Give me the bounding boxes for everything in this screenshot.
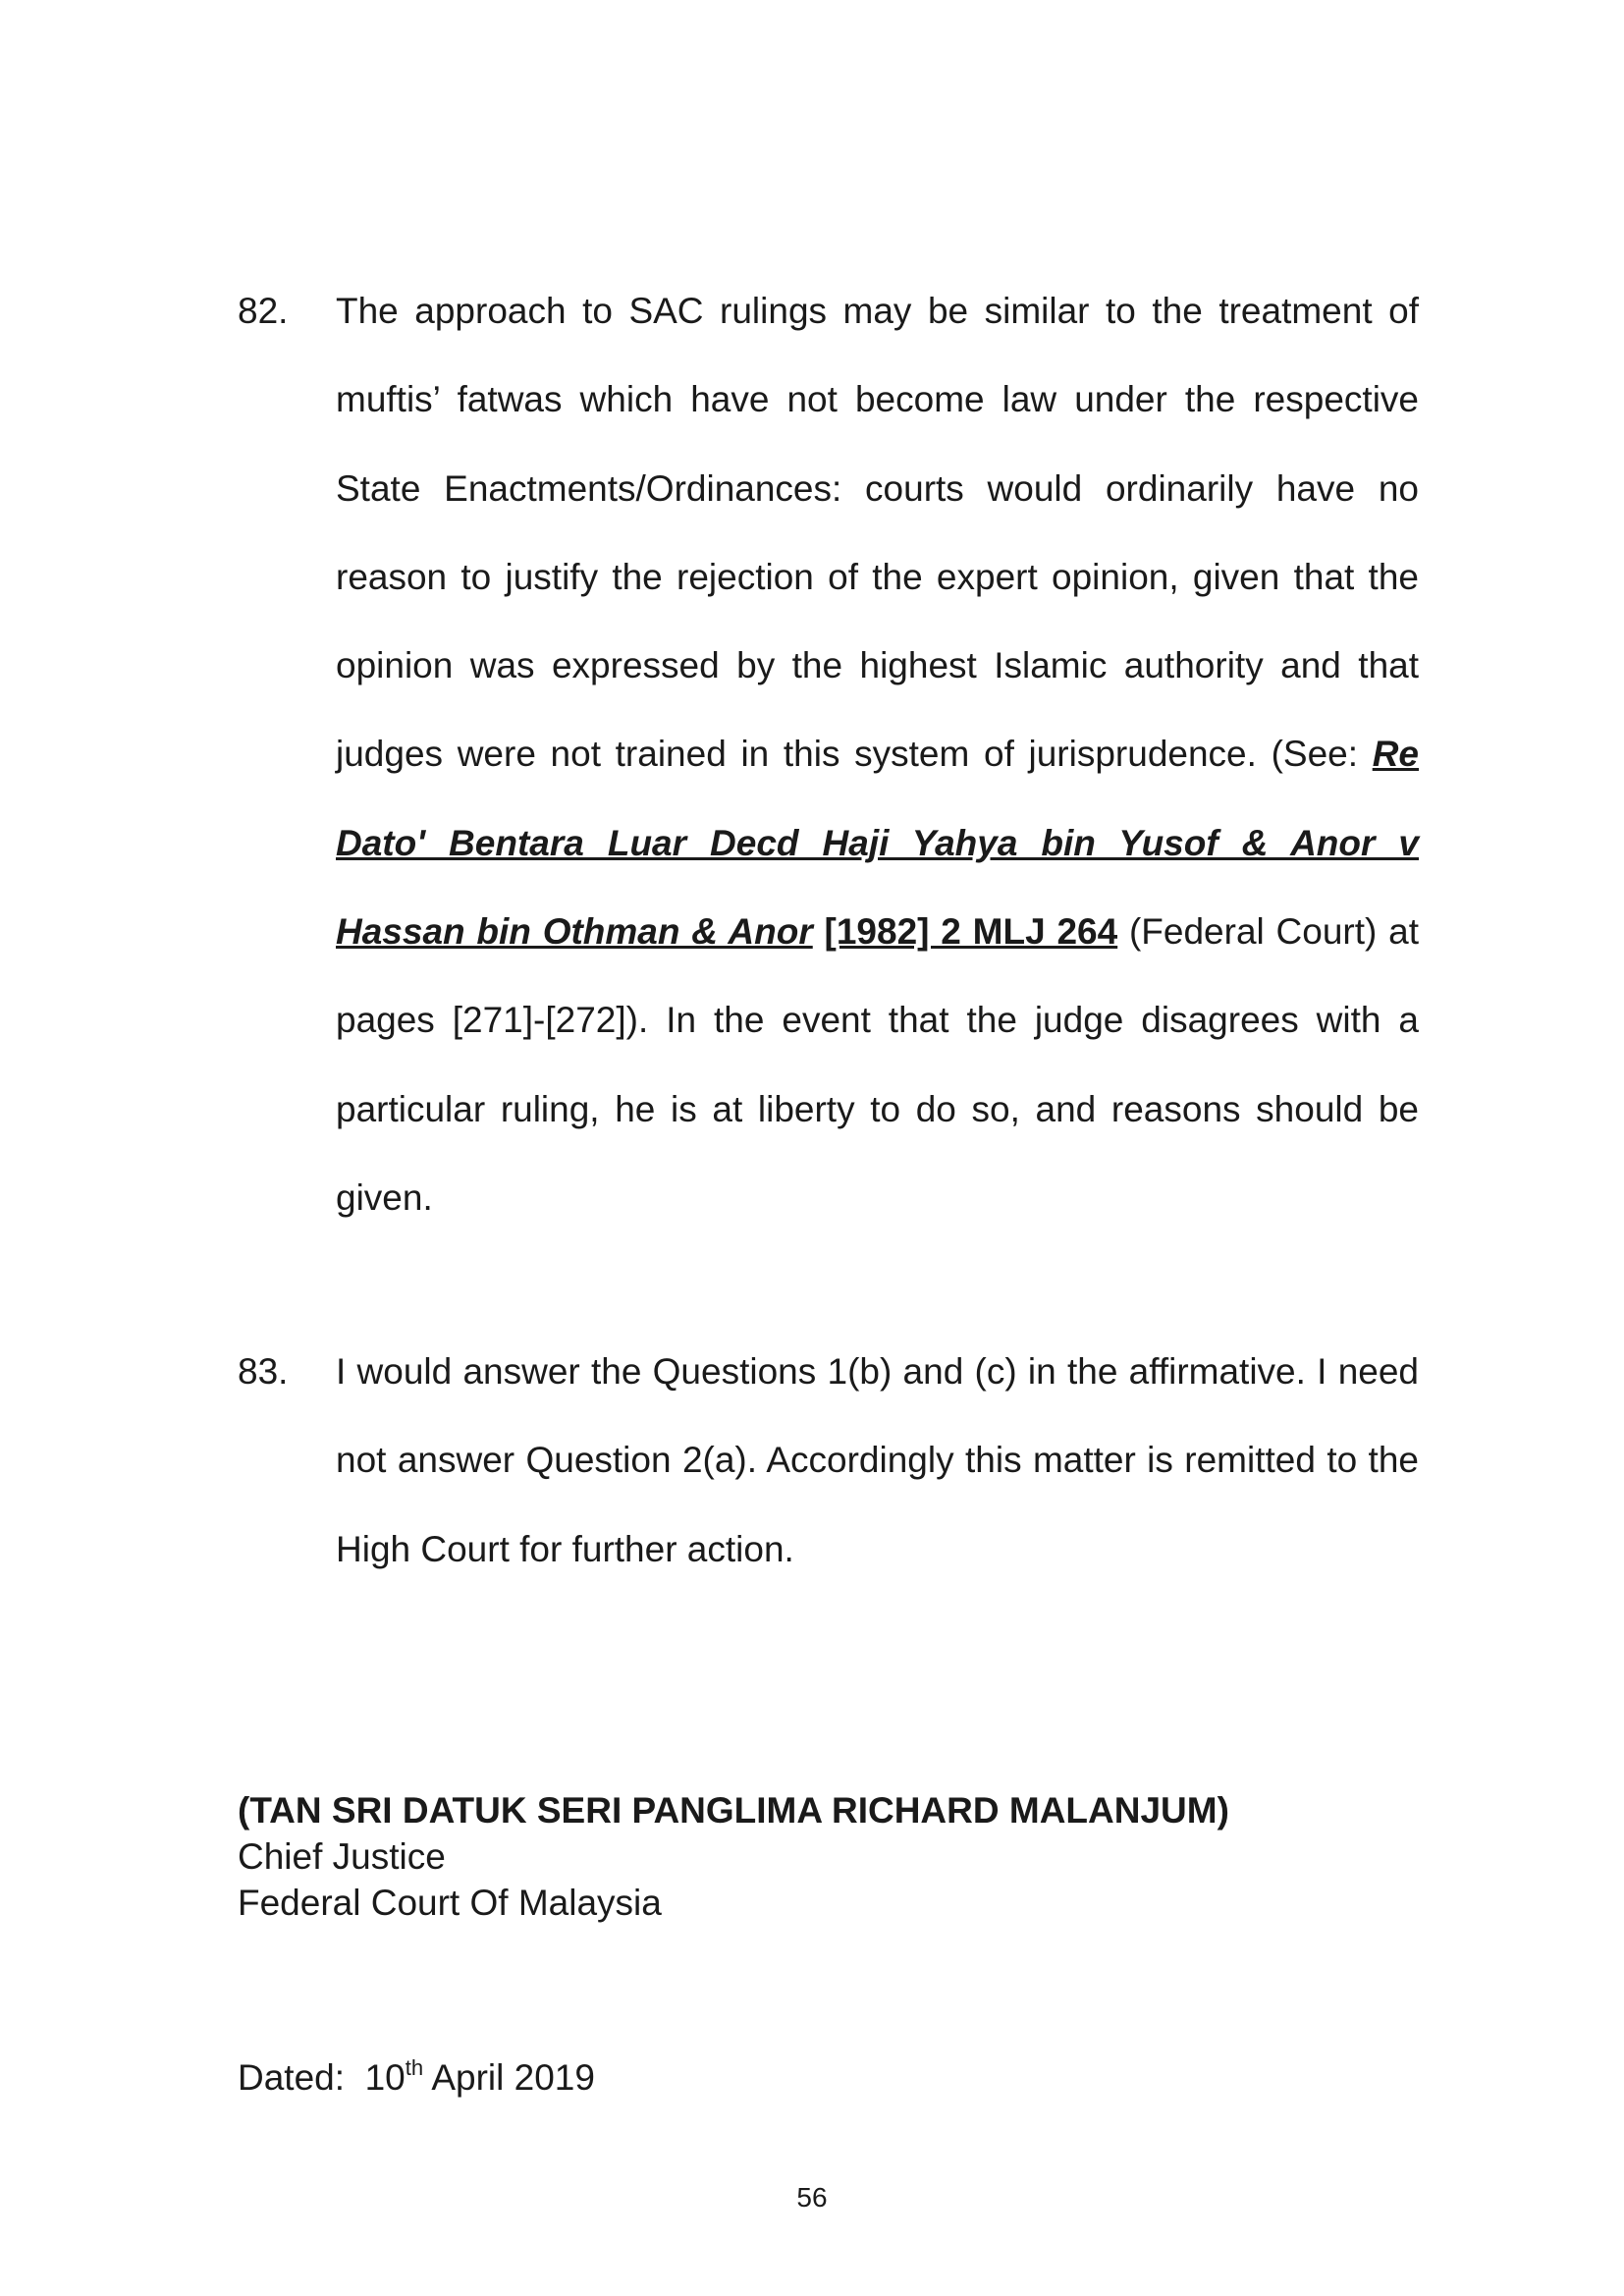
dated-day: 10 bbox=[364, 2057, 406, 2098]
paragraph-body bbox=[336, 267, 1419, 1242]
case-name: Re Dato' Bentara Luar Decd Haji Yahya bin Yusof & Anor v Hassan bin Othman & Anor bbox=[336, 734, 1419, 953]
dated-line bbox=[238, 2054, 595, 2101]
paragraph-body: I would answer the Questions 1(b) and (c) in the affirmative. I need not answer Question 2(a). Accordingly this matter is remitted to the High Court for further action. bbox=[336, 1351, 1419, 1569]
judge-name: (TAN SRI DATUK SERI PANGLIMA RICHARD MALANJUM) bbox=[238, 1790, 1229, 1831]
paragraph-text: The approach to SAC rulings may be similar to the treatment of muftis’ fatwas which have not become law under the respective State Enactments/Ordinances: courts would ordinarily have no reason to justify the rejection of the expert opinion, given that the opinion was expressed by the highest Islamic authority and that judges were not trained in this system of jurisprudence. (See: bbox=[336, 291, 1419, 775]
signature-block bbox=[238, 1787, 1229, 1926]
court-name: Federal Court Of Malaysia bbox=[238, 1883, 662, 1923]
dated-month-year: April 2019 bbox=[431, 2057, 595, 2098]
dated-day-suffix: th bbox=[405, 2055, 424, 2080]
paragraph-text: (Federal Court) at pages [271]-[272]). In the event that the judge disagrees with a particular ruling, he is at liberty to do so, and reasons should be given. bbox=[336, 911, 1419, 1218]
paragraph-82 bbox=[238, 267, 1419, 1242]
page-number: 56 bbox=[796, 2182, 828, 2213]
case-citation: [1982] 2 MLJ 264 bbox=[824, 911, 1118, 953]
paragraph-number: 82. bbox=[238, 291, 289, 331]
paragraph-83 bbox=[238, 1328, 1419, 1594]
dated-label: Dated: bbox=[238, 2057, 346, 2098]
judge-title: Chief Justice bbox=[238, 1836, 446, 1877]
paragraph-number: 83. bbox=[238, 1351, 289, 1392]
